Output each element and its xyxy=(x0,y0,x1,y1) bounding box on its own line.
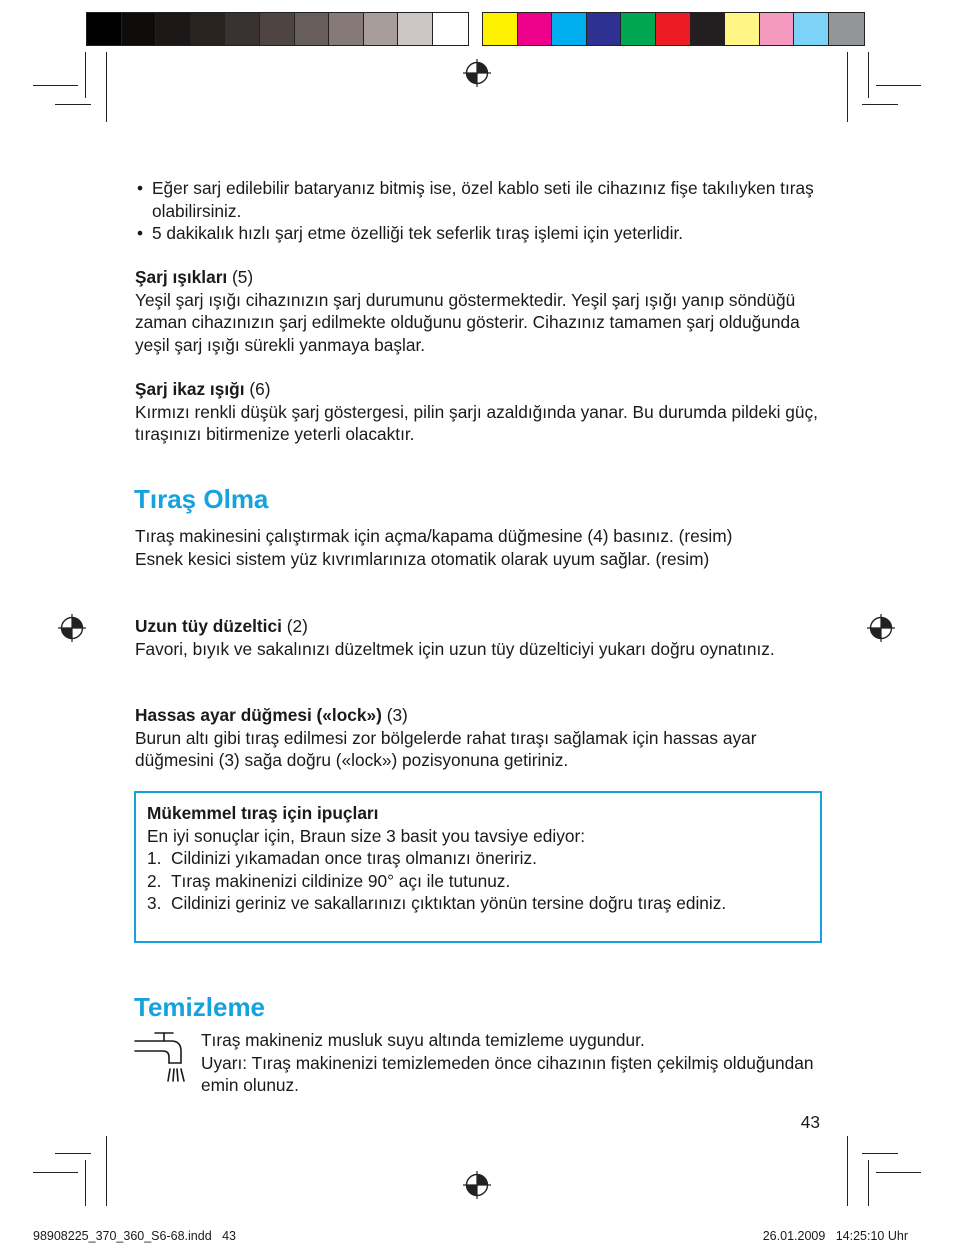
color-swatch xyxy=(433,13,468,45)
color-swatch xyxy=(725,13,760,45)
color-swatch xyxy=(225,13,260,45)
registration-mark-icon xyxy=(58,614,86,642)
charge-lights-heading: Şarj ışıkları xyxy=(135,267,228,287)
warning-light-heading: Şarj ikaz ışığı xyxy=(135,379,245,399)
trimmer-ref: (2) xyxy=(286,616,308,636)
grayscale-calibration-bar xyxy=(86,12,469,46)
cleaning-text xyxy=(201,1029,826,1097)
color-swatch xyxy=(156,13,191,45)
color-swatch xyxy=(691,13,726,45)
lock-section xyxy=(135,704,825,772)
list-item-number: 1. xyxy=(147,848,162,868)
list-item-text: Tıraş makinenizi cildinize 90° açı ile tutunuz. xyxy=(171,870,511,891)
registration-mark-icon xyxy=(463,1171,491,1199)
color-swatch xyxy=(656,13,691,45)
color-swatch xyxy=(191,13,226,45)
footer-file-name: 98908225_370_360_S6-68.indd 43 xyxy=(33,1229,236,1243)
trimmer-heading: Uzun tüy düzeltici xyxy=(135,616,282,636)
cleaning-line-1: Tıraş makineniz musluk suyu altında temizleme uygundur. xyxy=(201,1030,645,1050)
shaving-para-1: Tıraş makinesini çalıştırmak için açma/kapama düğmesine (4) basınız. (resim) xyxy=(135,526,733,546)
color-swatch xyxy=(829,13,864,45)
lock-heading: Hassas ayar düğmesi («lock») xyxy=(135,705,382,725)
warning-light-ref: (6) xyxy=(249,379,271,399)
registration-mark-icon xyxy=(463,59,491,87)
lock-body: Burun altı gibi tıraş edilmesi zor bölgelerde rahat tıraşı sağlamak için hassas ayar düğmesini (3) sağa doğru («lock») pozisyonuna getiriniz. xyxy=(135,727,757,770)
bullet-item: • 5 dakikalık hızlı şarj etme özelliği tek seferlik tıraş işlemi için yeterlidir. xyxy=(135,222,825,245)
cleaning-title: Temizleme xyxy=(134,992,266,1022)
tips-box xyxy=(134,791,822,943)
tips-heading: Mükemmel tıraş için ipuçları xyxy=(147,803,379,823)
color-swatch xyxy=(483,13,518,45)
shaving-title: Tıraş Olma xyxy=(134,484,269,514)
process-color-calibration-bar xyxy=(482,12,865,46)
list-item xyxy=(147,870,807,893)
warning-light-body: Kırmızı renkli düşük şarj göstergesi, pilin şarjı azaldığında yanar. Bu durumda pildeki güç, tıraşınızı bitirmenize yeterli olacaktır. xyxy=(135,401,818,444)
list-item xyxy=(147,847,807,870)
color-swatch xyxy=(518,13,553,45)
faucet-icon xyxy=(133,1031,191,1087)
lock-ref: (3) xyxy=(386,705,408,725)
color-swatch xyxy=(552,13,587,45)
charge-lights-section xyxy=(135,266,825,356)
color-swatch xyxy=(329,13,364,45)
list-item-number: 3. xyxy=(147,893,162,913)
color-swatch xyxy=(760,13,795,45)
color-swatch xyxy=(260,13,295,45)
list-item-text: Cildinizi yıkamadan once tıraş olmanızı öneririz. xyxy=(171,848,537,868)
color-swatch xyxy=(295,13,330,45)
charge-lights-body: Yeşil şarj ışığı cihazınızın şarj durumunu göstermektedir. Yeşil şarj ışığı yanıp söndüğü zaman cihazınızın şarj edilmekte olduğunu gösterir. Cihazınız tamamen şarj olduğunda yeşil şarj ışığı sürekli yanmaya başlar. xyxy=(135,289,800,355)
page-number: 43 xyxy=(800,1112,820,1132)
color-swatch xyxy=(398,13,433,45)
shaving-paragraphs xyxy=(135,525,775,570)
color-swatch xyxy=(87,13,122,45)
footer-timestamp: 26.01.2009 14:25:10 Uhr xyxy=(762,1229,908,1243)
color-swatch xyxy=(621,13,656,45)
tips-intro: En iyi sonuçlar için, Braun size 3 basit you tavsiye ediyor: xyxy=(147,825,585,846)
shaving-para-2: Esnek kesici sistem yüz kıvrımlarınıza otomatik olarak uyum sağlar. (resim) xyxy=(135,548,710,569)
list-item-text: Cildinizi geriniz ve sakallarınızı çıktıktan yönün tersine doğru tıraş ediniz. xyxy=(171,893,727,913)
bullet-item: • Eğer sarj edilebilir bataryanız bitmiş ise, özel kablo seti ile cihazınız fişe takılıyken tıraş olabilirsiniz. xyxy=(135,177,825,222)
trimmer-section xyxy=(135,615,825,660)
color-swatch xyxy=(364,13,399,45)
color-swatch xyxy=(587,13,622,45)
cleaning-line-2: Uyarı: Tıraş makinenizi temizlemeden önce cihazının fişten çekilmiş olduğundan emin olunuz. xyxy=(201,1052,814,1095)
color-swatch xyxy=(794,13,829,45)
color-swatch xyxy=(122,13,157,45)
warning-light-section xyxy=(135,378,825,446)
charge-lights-ref: (5) xyxy=(232,267,254,287)
list-item xyxy=(147,892,807,915)
trimmer-body: Favori, bıyık ve sakalınızı düzeltmek için uzun tüy düzelticiyi yukarı doğru oynatınız. xyxy=(135,638,775,659)
registration-mark-icon xyxy=(867,614,895,642)
list-item-number: 2. xyxy=(147,870,162,891)
